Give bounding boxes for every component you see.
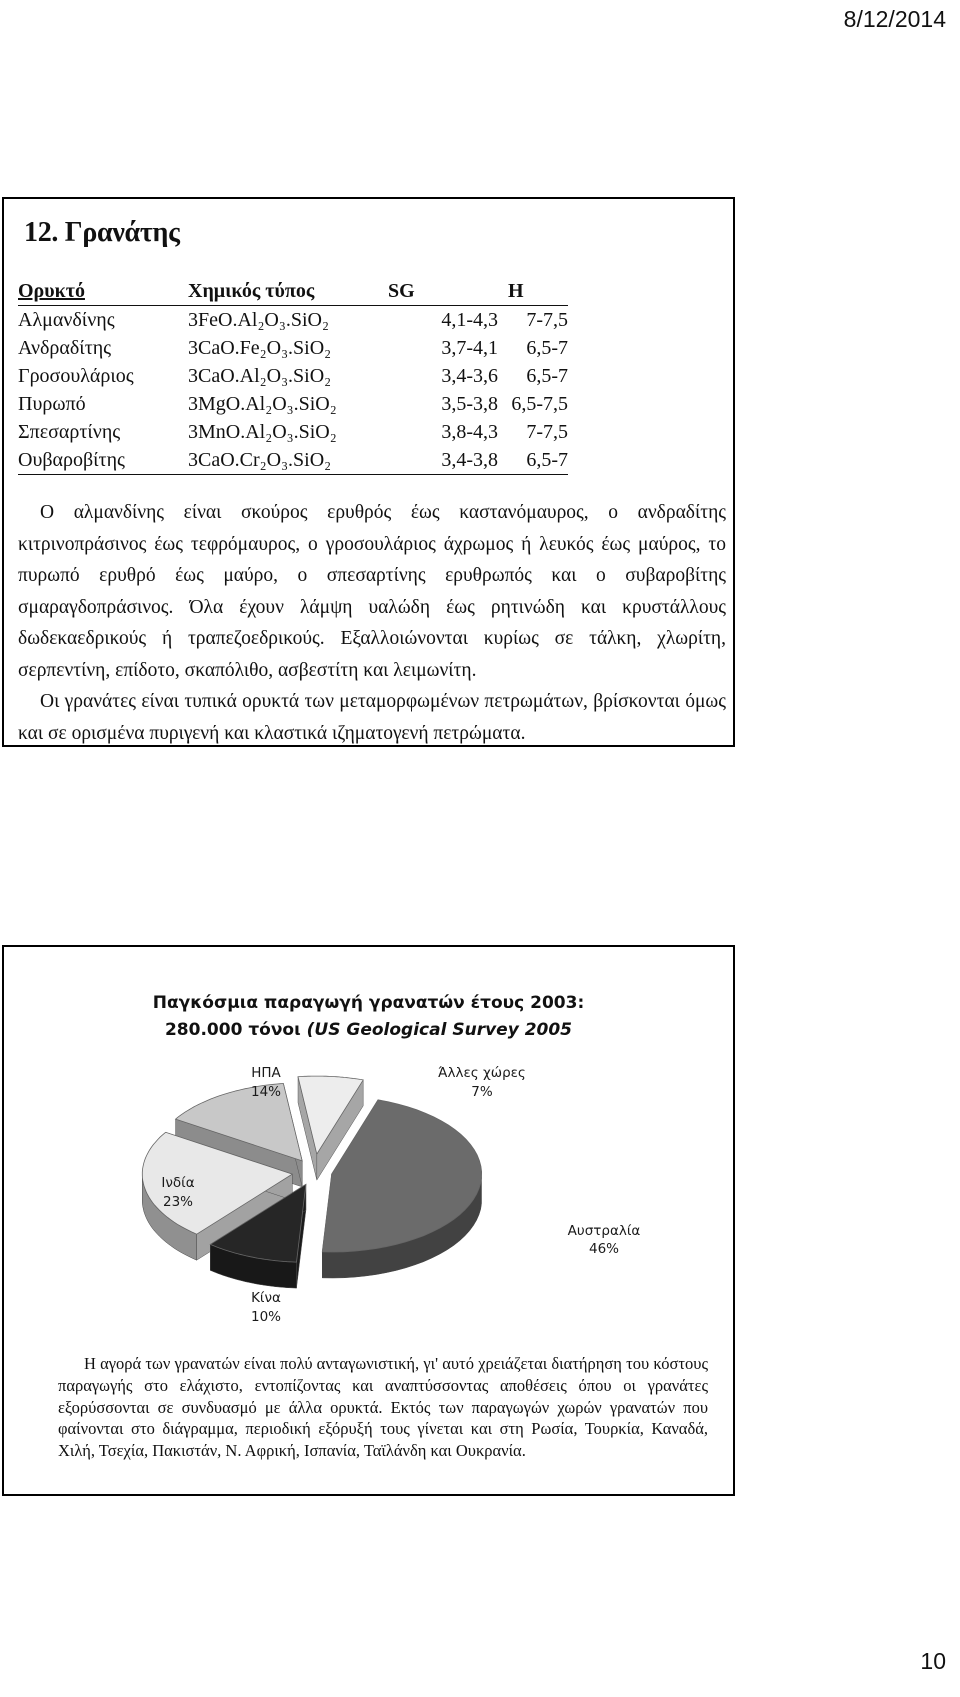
paragraph-occurrence: Οι γρανάτες είναι τυπικά ορυκτά των μεταμορφωμένων πετρωμάτων, βρίσκονται όμως και σε ορισμένα πυριγενή και κλαστικά ιζηματογενή πετρώματα. bbox=[18, 691, 726, 744]
mineral-name: Αλμανδίνης bbox=[18, 308, 115, 331]
mineral-name: Γροσουλάριος bbox=[18, 364, 134, 387]
pie-chart bbox=[4, 947, 733, 1347]
pie-label-value: 23% bbox=[162, 1194, 194, 1210]
slide-garnet-production bbox=[2, 945, 735, 1496]
mineral-name: Ουβαροβίτης bbox=[18, 446, 188, 475]
mineral-hardness: 6,5-7 bbox=[526, 336, 568, 359]
chart-title-source: (US Geological Survey 2005 bbox=[306, 1020, 573, 1040]
pie-label-value: 7% bbox=[471, 1084, 493, 1100]
table-header-row bbox=[18, 277, 568, 306]
pie-label-name: Ινδία bbox=[161, 1175, 195, 1191]
mineral-formula: 3FeO.Al₂O₃.SiO₂ bbox=[188, 308, 329, 331]
minerals-table bbox=[18, 277, 568, 475]
table-row bbox=[18, 390, 568, 418]
table-row bbox=[18, 334, 568, 362]
header-mineral: Ορυκτό bbox=[18, 277, 188, 306]
mineral-sg: 3,7-4,1 bbox=[441, 336, 498, 359]
table-row bbox=[18, 418, 568, 446]
paragraph-colors-properties: Ο αλμανδίνης είναι σκούρος ερυθρός έως καστανόμαυρος, ο ανδραδίτης κιτρινοπράσινος έως τεφρόμαυρος, ο γροσουλάριος άχρωμος ή λευκός έως μαύρος, το πυρωπό ερυθρό έως μαύρο, ο σπεσαρτίνης ερυθρωπός και ο συβαροβίτης σμαραγδοπράσινος. Όλα έχουν λάμψη υαλώδη έως ρητινώδη και κρυστάλλους δωδεκαεδρικούς ή τραπεζοεδρικούς. Εξαλλοιώνονται κυρίως σε τάλκη, χλωρίτη, σερπεντίνη, επίδοτο, σκαπόλιθο, ασβεστίτη και λειμωνίτη. bbox=[18, 502, 726, 681]
mineral-formula: 3CaO.Fe₂O₃.SiO₂ bbox=[188, 336, 332, 359]
chart-title-line1: Παγκόσμια παραγωγή γρανατών έτους 2003: bbox=[152, 993, 585, 1013]
pie-label-name: ΗΠΑ bbox=[251, 1065, 281, 1081]
page-number: 10 bbox=[920, 1648, 946, 1674]
table-row bbox=[18, 306, 568, 335]
header-hardness: H bbox=[508, 277, 568, 306]
mineral-formula: 3CaO.Al₂O₃.SiO₂ bbox=[188, 364, 332, 387]
mineral-name: Πυρωπό bbox=[18, 392, 86, 415]
mineral-hardness: 6,5-7,5 bbox=[511, 392, 568, 415]
header-formula: Χημικός τύπος bbox=[188, 277, 388, 306]
pie-label-value: 10% bbox=[250, 1309, 282, 1325]
chart-title-quantity: 280.000 τόνοι bbox=[164, 1020, 307, 1040]
mineral-sg: 3,4-3,6 bbox=[441, 364, 498, 387]
date-header: 8/12/2014 bbox=[843, 6, 946, 32]
slide-garnet-minerals bbox=[2, 197, 735, 747]
mineral-sg: 3,4-3,8 bbox=[388, 446, 508, 475]
mineral-hardness: 7-7,5 bbox=[526, 420, 568, 443]
mineral-hardness: 6,5-7 bbox=[526, 364, 568, 387]
mineral-sg: 4,1-4,3 bbox=[441, 308, 498, 331]
mineral-formula: 3MgO.Al₂O₃.SiO₂ bbox=[188, 392, 337, 415]
slide-title: 12. Γρανάτης bbox=[24, 217, 180, 248]
table-row bbox=[18, 362, 568, 390]
table-row bbox=[18, 446, 568, 475]
pie-label-name: Αυστραλία bbox=[567, 1223, 641, 1239]
mineral-sg: 3,8-4,3 bbox=[441, 420, 498, 443]
mineral-name: Ανδραδίτης bbox=[18, 336, 112, 359]
mineral-hardness: 6,5-7 bbox=[508, 446, 568, 475]
production-chart bbox=[4, 947, 733, 1347]
market-paragraph: Η αγορά των γρανατών είναι πολύ ανταγωνιστική, γι' αυτό χρειάζεται διατήρηση του κόστους παραγωγής στο ελάχιστο, εντοπίζοντας και αναπτύσσοντας αποθέσεις όπου οι γρανάτες εξορύσσονται σε συνδυασμό με άλλα ορυκτά. Εκτός των παραγωγών χωρών γρανατών που φαίνονται στο διάγραμμα, περιοδική εξόρυξή τους γίνεται και στη Ρωσία, Τουρκία, Καναδά, Χιλή, Τσεχία, Πακιστάν, Ν. Αφρική, Ισπανία, Ταϊλάνδη και Ουκρανία. bbox=[58, 1354, 708, 1461]
mineral-formula: 3CaO.Cr₂O₃.SiO₂ bbox=[188, 446, 388, 475]
pie-label-value: 46% bbox=[588, 1241, 620, 1257]
pie-label-name: Άλλες χώρες bbox=[438, 1065, 526, 1081]
mineral-hardness: 7-7,5 bbox=[526, 308, 568, 331]
garnet-description bbox=[18, 497, 726, 749]
header-sg: SG bbox=[388, 277, 508, 306]
pie-label-value: 14% bbox=[250, 1084, 282, 1100]
mineral-name: Σπεσαρτίνης bbox=[18, 420, 121, 443]
mineral-formula: 3MnO.Al₂O₃.SiO₂ bbox=[188, 420, 337, 443]
pie-label-name: Κίνα bbox=[251, 1290, 281, 1306]
mineral-sg: 3,5-3,8 bbox=[441, 392, 498, 415]
